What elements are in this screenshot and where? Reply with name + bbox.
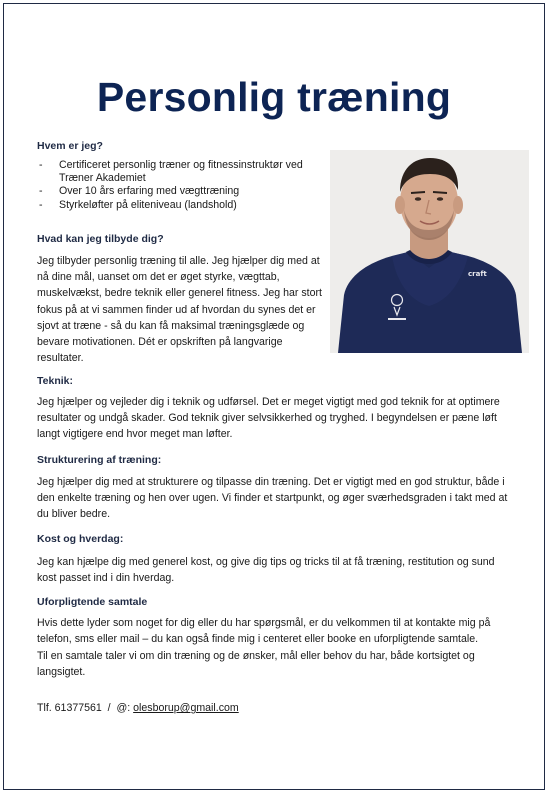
email-link[interactable]: olesborup@gmail.com: [133, 702, 239, 714]
list-item: - Styrkeløfter på eliteniveau (landshold): [37, 199, 327, 212]
meeting-text-1: Hvis dette lyder som noget for dig eller du har spørgsmål, er du velkommen til at kontakte mig på telefon, sms eller mail – du kan også finde mig i centeret eller booke en uforpligtende samtale.: [37, 617, 491, 646]
heading-diet: Kost og hverdag:: [37, 533, 124, 545]
contact-line: [37, 702, 239, 714]
trainer-photo: [330, 150, 529, 353]
meeting-text-2: Til en samtale taler vi om din træning og de ønsker, mål eller behov du har, både kortsigtet og langsigtet.: [37, 650, 475, 679]
list-item: - Certificeret personlig træner og fitnessinstruktør ved Træner Akademiet: [37, 159, 327, 185]
technique-text: Jeg hjælper og vejleder dig i teknik og udførsel. Det er meget vigtigt med god teknik for at optimere resultater og undgå skader. God teknik giver selvsikkerhed og tryghed. I begyndelsen er pæne løft langt vigtigere end hvor meget man løfter.: [37, 396, 500, 441]
heading-who: Hvem er jeg?: [37, 140, 103, 152]
phone-label: Tlf. 61377561 / @:: [37, 702, 134, 714]
heading-technique: Teknik:: [37, 375, 73, 387]
heading-structure: Strukturering af træning:: [37, 454, 162, 466]
page-title: Personlig træning: [96, 74, 452, 120]
structure-text: Jeg hjælper dig med at strukturere og tilpasse din træning. Det er vigtigt med en god struktur, både i den enkelte træning og hen over ugen. Vi finder et startpunkt, og øger sværhedsgraden i takt med at du bliver bedre.: [37, 476, 508, 521]
flyer-page: [3, 3, 545, 790]
heading-meeting: Uforpligtende samtale: [37, 596, 148, 608]
shirt-brand-label: craft: [468, 270, 487, 278]
diet-text: Jeg kan hjælpe dig med generel kost, og give dig tips og tricks til at få træning, restitution og sund kost passet ind i din hverdag.: [37, 556, 495, 585]
heading-offer: Hvad kan jeg tilbyde dig?: [37, 233, 164, 245]
list-item: - Over 10 års erfaring med vægttræning: [37, 185, 327, 198]
offer-text: Jeg tilbyder personlig træning til alle. Jeg hjælper dig med at nå dine mål, uanset om det er øget styrke, vægttab, muskelvækst, bedre teknik eller generel fitness. Jeg har stort fokus på at vi sammen finder ud af hvordan du synes det er sjovt at træne - så du kan få maksimal træningsglæde og bevare motivationen. Dét er opskriften på langvarige resultater.: [37, 255, 322, 365]
qualification-list: [37, 159, 327, 212]
